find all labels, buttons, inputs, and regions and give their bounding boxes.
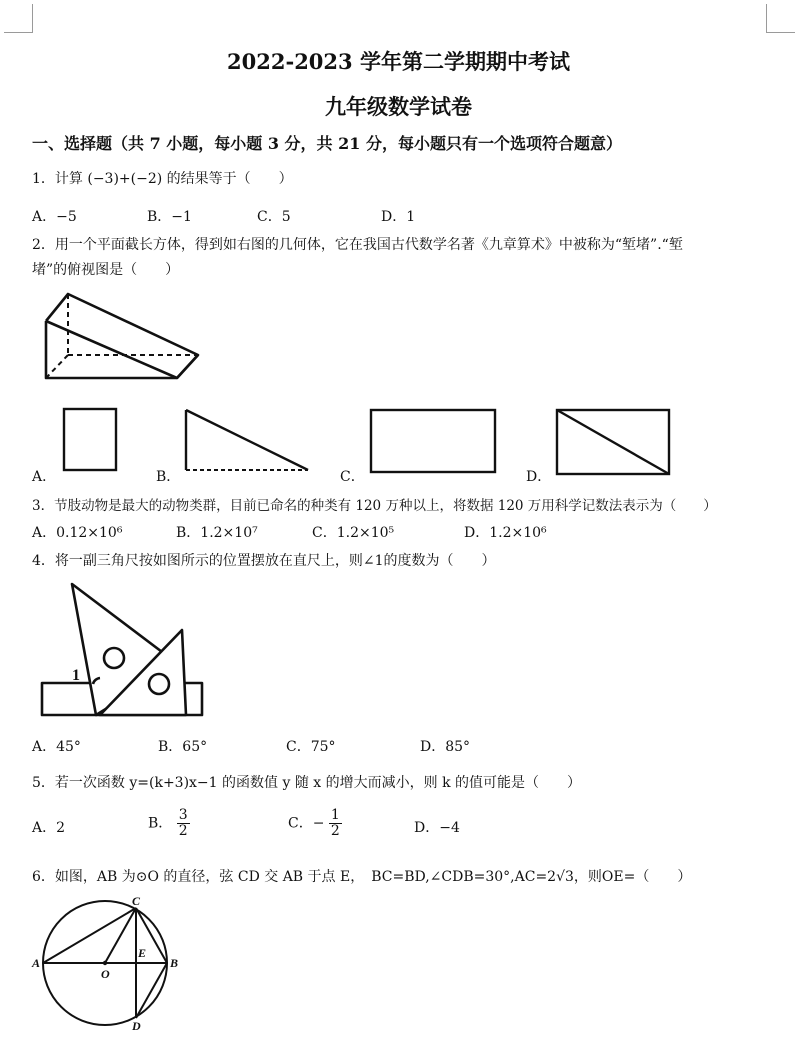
fraction-numerator: 3	[178, 807, 188, 823]
q3-option-a: A．0.12×10⁶	[32, 525, 123, 541]
triangle-rulers-figure	[38, 580, 208, 720]
q4-option-b: B．65°	[158, 739, 208, 755]
q5-option-c-label: C．−	[288, 815, 325, 832]
angle-1-label: 1	[72, 667, 80, 684]
q2-option-b-label: B．	[156, 469, 181, 485]
q2-option-c-figure	[369, 406, 499, 476]
crop-mark-right	[766, 4, 795, 33]
q2-option-c-label: C．	[340, 469, 365, 485]
q5-option-b	[148, 808, 190, 839]
q5-option-c	[288, 808, 342, 839]
crop-mark-left	[4, 4, 33, 33]
q2-option-b-figure	[182, 408, 312, 474]
q1-option-b: B．−1	[147, 209, 192, 225]
point-a-label: A	[32, 956, 41, 970]
q5-option-b-label: B．	[148, 815, 173, 832]
q1-option-c: C．5	[257, 209, 291, 225]
q5-fraction-one-half	[329, 808, 342, 839]
fraction-denominator: 2	[330, 823, 340, 839]
exam-subtitle: 九年级数学试卷	[325, 94, 472, 119]
point-b-label: B	[170, 956, 179, 970]
question-1-text: 1．计算 (−3)+(−2) 的结果等于（ ）	[32, 171, 293, 187]
point-o-label: O	[101, 967, 110, 981]
q2-option-d-figure	[555, 407, 673, 477]
q3-option-b: B．1.2×10⁷	[176, 525, 258, 541]
q2-option-a-figure	[62, 406, 120, 472]
fraction-denominator: 2	[178, 823, 188, 839]
qiandu-solid-figure	[40, 288, 220, 388]
question-2-text-line1: 2．用一个平面截长方体，得到如右图的几何体，它在我国古代数学名著《九章算术》中被称为“堑堵”.“堑	[32, 237, 683, 253]
question-4-text: 4．将一副三角尺按如图所示的位置摆放在直尺上，则∠1的度数为（ ）	[32, 553, 496, 569]
q2-option-d-label: D．	[526, 469, 552, 485]
q1-option-a: A．−5	[32, 209, 77, 225]
question-6-text: 6．如图，AB 为⊙O 的直径，弦 CD 交 AB 于点 E， BC=BD,∠CDB=30°,AC=2√3，则OE=（ ）	[32, 869, 692, 885]
question-3-text: 3．节肢动物是最大的动物类群，目前已命名的种类有 120 万种以上，将数据 120 万用科学记数法表示为（ ）	[32, 498, 717, 514]
circle-geometry-figure	[30, 893, 190, 1033]
q4-option-d: D．85°	[420, 739, 471, 755]
question-2-text-line2: 堵”的俯视图是（ ）	[32, 262, 180, 278]
q3-option-d: D．1.2×10⁶	[464, 525, 547, 541]
fraction-numerator: 1	[330, 807, 340, 823]
q4-option-c: C．75°	[286, 739, 336, 755]
q5-option-d: D．−4	[414, 820, 460, 836]
q3-option-c: C．1.2×10⁵	[312, 525, 395, 541]
q5-option-a: A．2	[32, 820, 66, 836]
q5-fraction-three-halves	[177, 808, 190, 839]
point-e-label: E	[138, 946, 147, 960]
point-c-label: C	[132, 894, 141, 908]
point-d-label: D	[132, 1019, 141, 1033]
q1-option-d: D．1	[381, 209, 416, 225]
question-5-text: 5．若一次函数 y=(k+3)x−1 的函数值 y 随 x 的增大而减小，则 k 的值可能是（ ）	[32, 775, 582, 791]
q4-option-a: A．45°	[32, 739, 81, 755]
section-heading: 一、选择题（共 7 小题，每小题 3 分，共 21 分，每小题只有一个选项符合题意）	[32, 134, 622, 153]
q2-option-a-label: A．	[32, 469, 57, 485]
exam-title: 2022-2023 学年第二学期期中考试	[227, 49, 570, 74]
